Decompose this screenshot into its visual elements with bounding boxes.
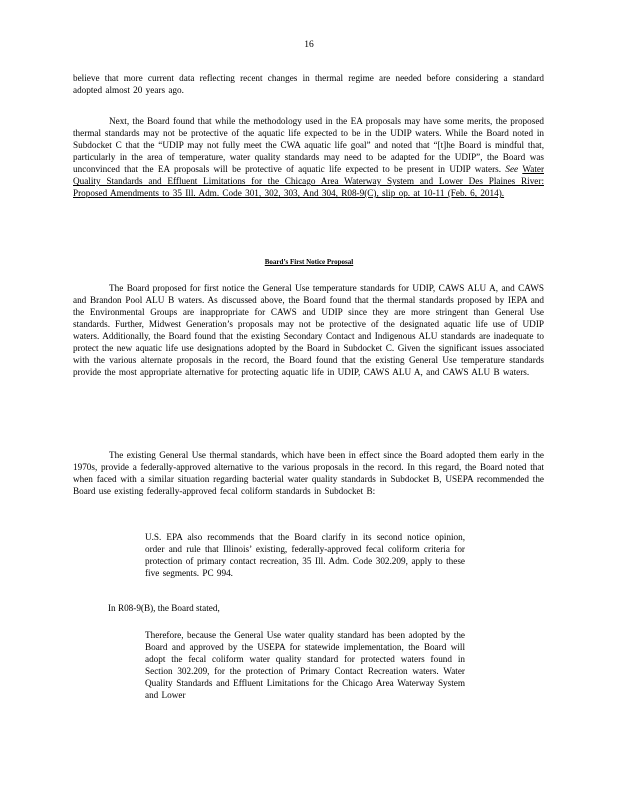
paragraph-methodology-text: Next, the Board found that while the methodology used in the EA proposals may have some merits, the proposed thermal standards may not be protective of the aquatic life expected to be in the UDIP waters. While the Board noted in Subdocket C that the “UDIP may not fully meet the CWA aquatic life goal” and noted that “[t]he Board is mindful that, particularly in the area of temperature, water quality standards may need to be adapted for the UDIP”, the Board was unconvinced that the EA proposals will be protective of aquatic life expected to be present in UDIP waters. [73, 116, 544, 174]
paragraph-r08-9b: In R08-9(B), the Board stated, [108, 603, 220, 613]
paragraph-methodology [73, 115, 544, 199]
paragraph-continuation: believe that more current data reflecting recent changes in thermal regime are needed before considering a standard adopted almost 20 years ago. [73, 73, 544, 95]
paragraph-general-use: The existing General Use thermal standards, which have been in effect since the Board adopted them early in the 1970s, provide a federally-approved alternative to the various proposals in the record. In this regard, the Board noted that when faced with a similar situation regarding bacterial water quality standards in Subdocket B, USEPA recommended the Board use existing federally-approved fecal coliform standards in Subdocket B: [73, 450, 544, 496]
block-quote-usepa: U.S. EPA also recommends that the Board clarify in its second notice opinion, order and rule that Illinois’ existing, federally-approved fecal coliform criteria for protection of primary contact recreation, 35 Ill. Adm. Code 302.209, apply to these five segments. PC 994. [145, 532, 465, 578]
citation-r08-9c: Water Quality Standards and Effluent Limitations for the Chicago Area Waterway System and Lower Des Plaines River: Proposed Amendments to 35 Ill. Adm. Code 301, 302, 303, And 304, R08-9(C), slip op. at 10-11 (Feb. 6, 2014). [73, 164, 545, 198]
page-number: 16 [304, 40, 314, 50]
paragraph-first-notice: The Board proposed for first notice the General Use temperature standards for UDIP, CAWS ALU A, and CAWS and Brandon Pool ALU B waters. As discussed above, the Board found that the thermal standards proposed by IEPA and the Environmental Groups are inappropriate for CAWS and UDIP since they are more stringent than General Use standards. Further, Midwest Generation’s proposals may not be protective of the designated aquatic life use of UDIP waters. Additionally, the Board found that the existing Secondary Contact and Indigenous ALU standards are inadequate to protect the new aquatic life use designations adopted by the Board in Subdocket C. Given the significant issues associated with the various alternate proposals in the record, the Board found that the existing General Use temperature standards provide the most appropriate alternative for protecting aquatic life in UDIP, CAWS ALU A, and CAWS ALU B waters. [73, 283, 544, 377]
see-signal: See [505, 164, 519, 174]
section-heading: Board’s First Notice Proposal [264, 258, 354, 266]
block-quote-board: Therefore, because the General Use water quality standard has been adopted by the Board and approved by the USEPA for statewide implementation, the Board will adopt the fecal coliform water quality standard for protected waters found in Section 302.209, for the protection of Primary Contact Recreation waters. Water Quality Standards and Effluent Limitations for the Chicago Area Waterway System and Lower [145, 630, 465, 700]
